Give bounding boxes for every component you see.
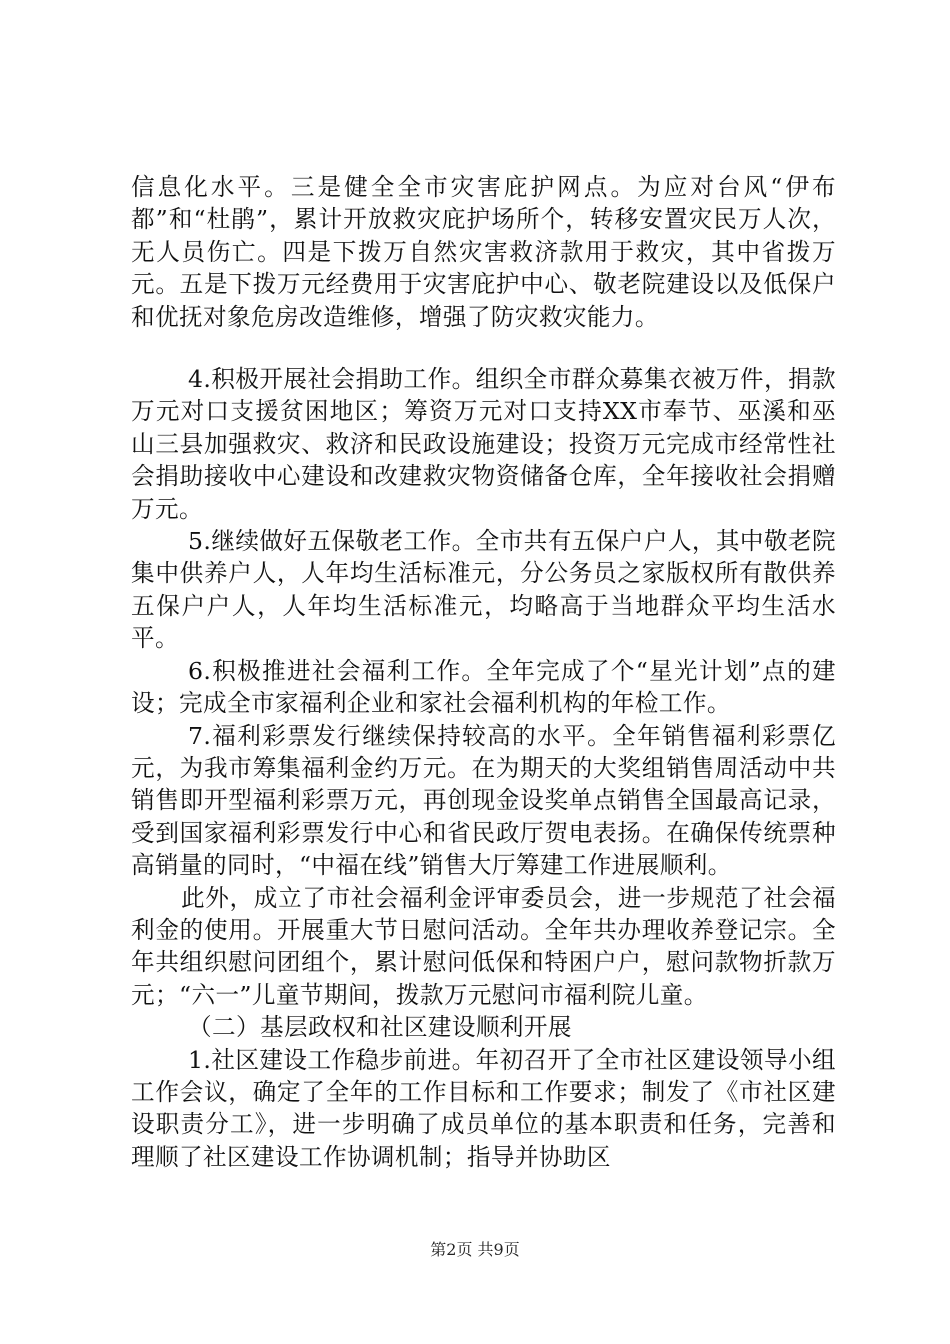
paragraph-social-donation: 4.积极开展社会捐助工作。组织全市群众募集衣被万件，捐款万元对口支援贫困地区；筹资万元对口支持XX市奉节、巫溪和巫山三县加强救灾、救济和民政设施建设；投资万元完成市经常性社会捐助接收中心建设和改建救灾物资储备仓库，全年接收社会捐赠万元。 [131, 365, 836, 523]
paragraph-community-building: 1.社区建设工作稳步前进。年初召开了全市社区建设领导小组工作会议，确定了全年的工作目标和工作要求；制发了《市社区建设职责分工》，进一步明确了成员单位的基本职责和任务，完善和理顺了社区建设工作协调机制；指导并协助区 [131, 1045, 836, 1171]
page-footer: 第2页 共9页 [430, 1240, 520, 1259]
paragraph-gap [131, 333, 836, 363]
paragraph-social-welfare: 6.积极推进社会福利工作。全年完成了个“星光计划”点的建设；完成全市家福利企业和家社会福利机构的年检工作。 [131, 656, 836, 718]
document-body [131, 171, 836, 1173]
paragraph-five-guarantee: 5.继续做好五保敬老工作。全市共有五保户户人，其中敬老院集中供养户人，人年均生活标准元，分公务员之家版权所有散供养五保户户人，人年均生活标准元，均略高于当地群众平均生活水平。 [131, 527, 836, 653]
paragraph-welfare-lottery: 7.福利彩票发行继续保持较高的水平。全年销售福利彩票亿元，为我市筹集福利金约万元。在为期天的大奖组销售周活动中共销售即开型福利彩票万元，再创现金设奖单点销售全国最高记录，受到国家福利彩票发行中心和省民政厅贺电表扬。在确保传统票种高销量的同时，“中福在线”销售大厅筹建工作进展顺利。 [131, 721, 836, 880]
paragraph-additionally: 此外，成立了市社会福利金评审委员会，进一步规范了社会福利金的使用。开展重大节日慰问活动。全年共办理收养登记宗。全年共组织慰问团组个，累计慰问低保和特困户户，慰问款物折款万元；“六一”儿童节期间，拨款万元慰问市福利院儿童。 [131, 883, 836, 1009]
section-heading-grassroots: （二）基层政权和社区建设顺利开展 [188, 1013, 572, 1042]
paragraph-continuation: 信息化水平。三是健全全市灾害庇护网点。为应对台风“伊布都”和“杜鹃”，累计开放救灾庇护场所个，转移安置灾民万人次，无人员伤亡。四是下拨万自然灾害救济款用于救灾，其中省拨万元。五是下拨万元经费用于灾害庇护中心、敬老院建设以及低保户和优抚对象危房改造维修，增强了防灾救灾能力。 [131, 173, 836, 331]
